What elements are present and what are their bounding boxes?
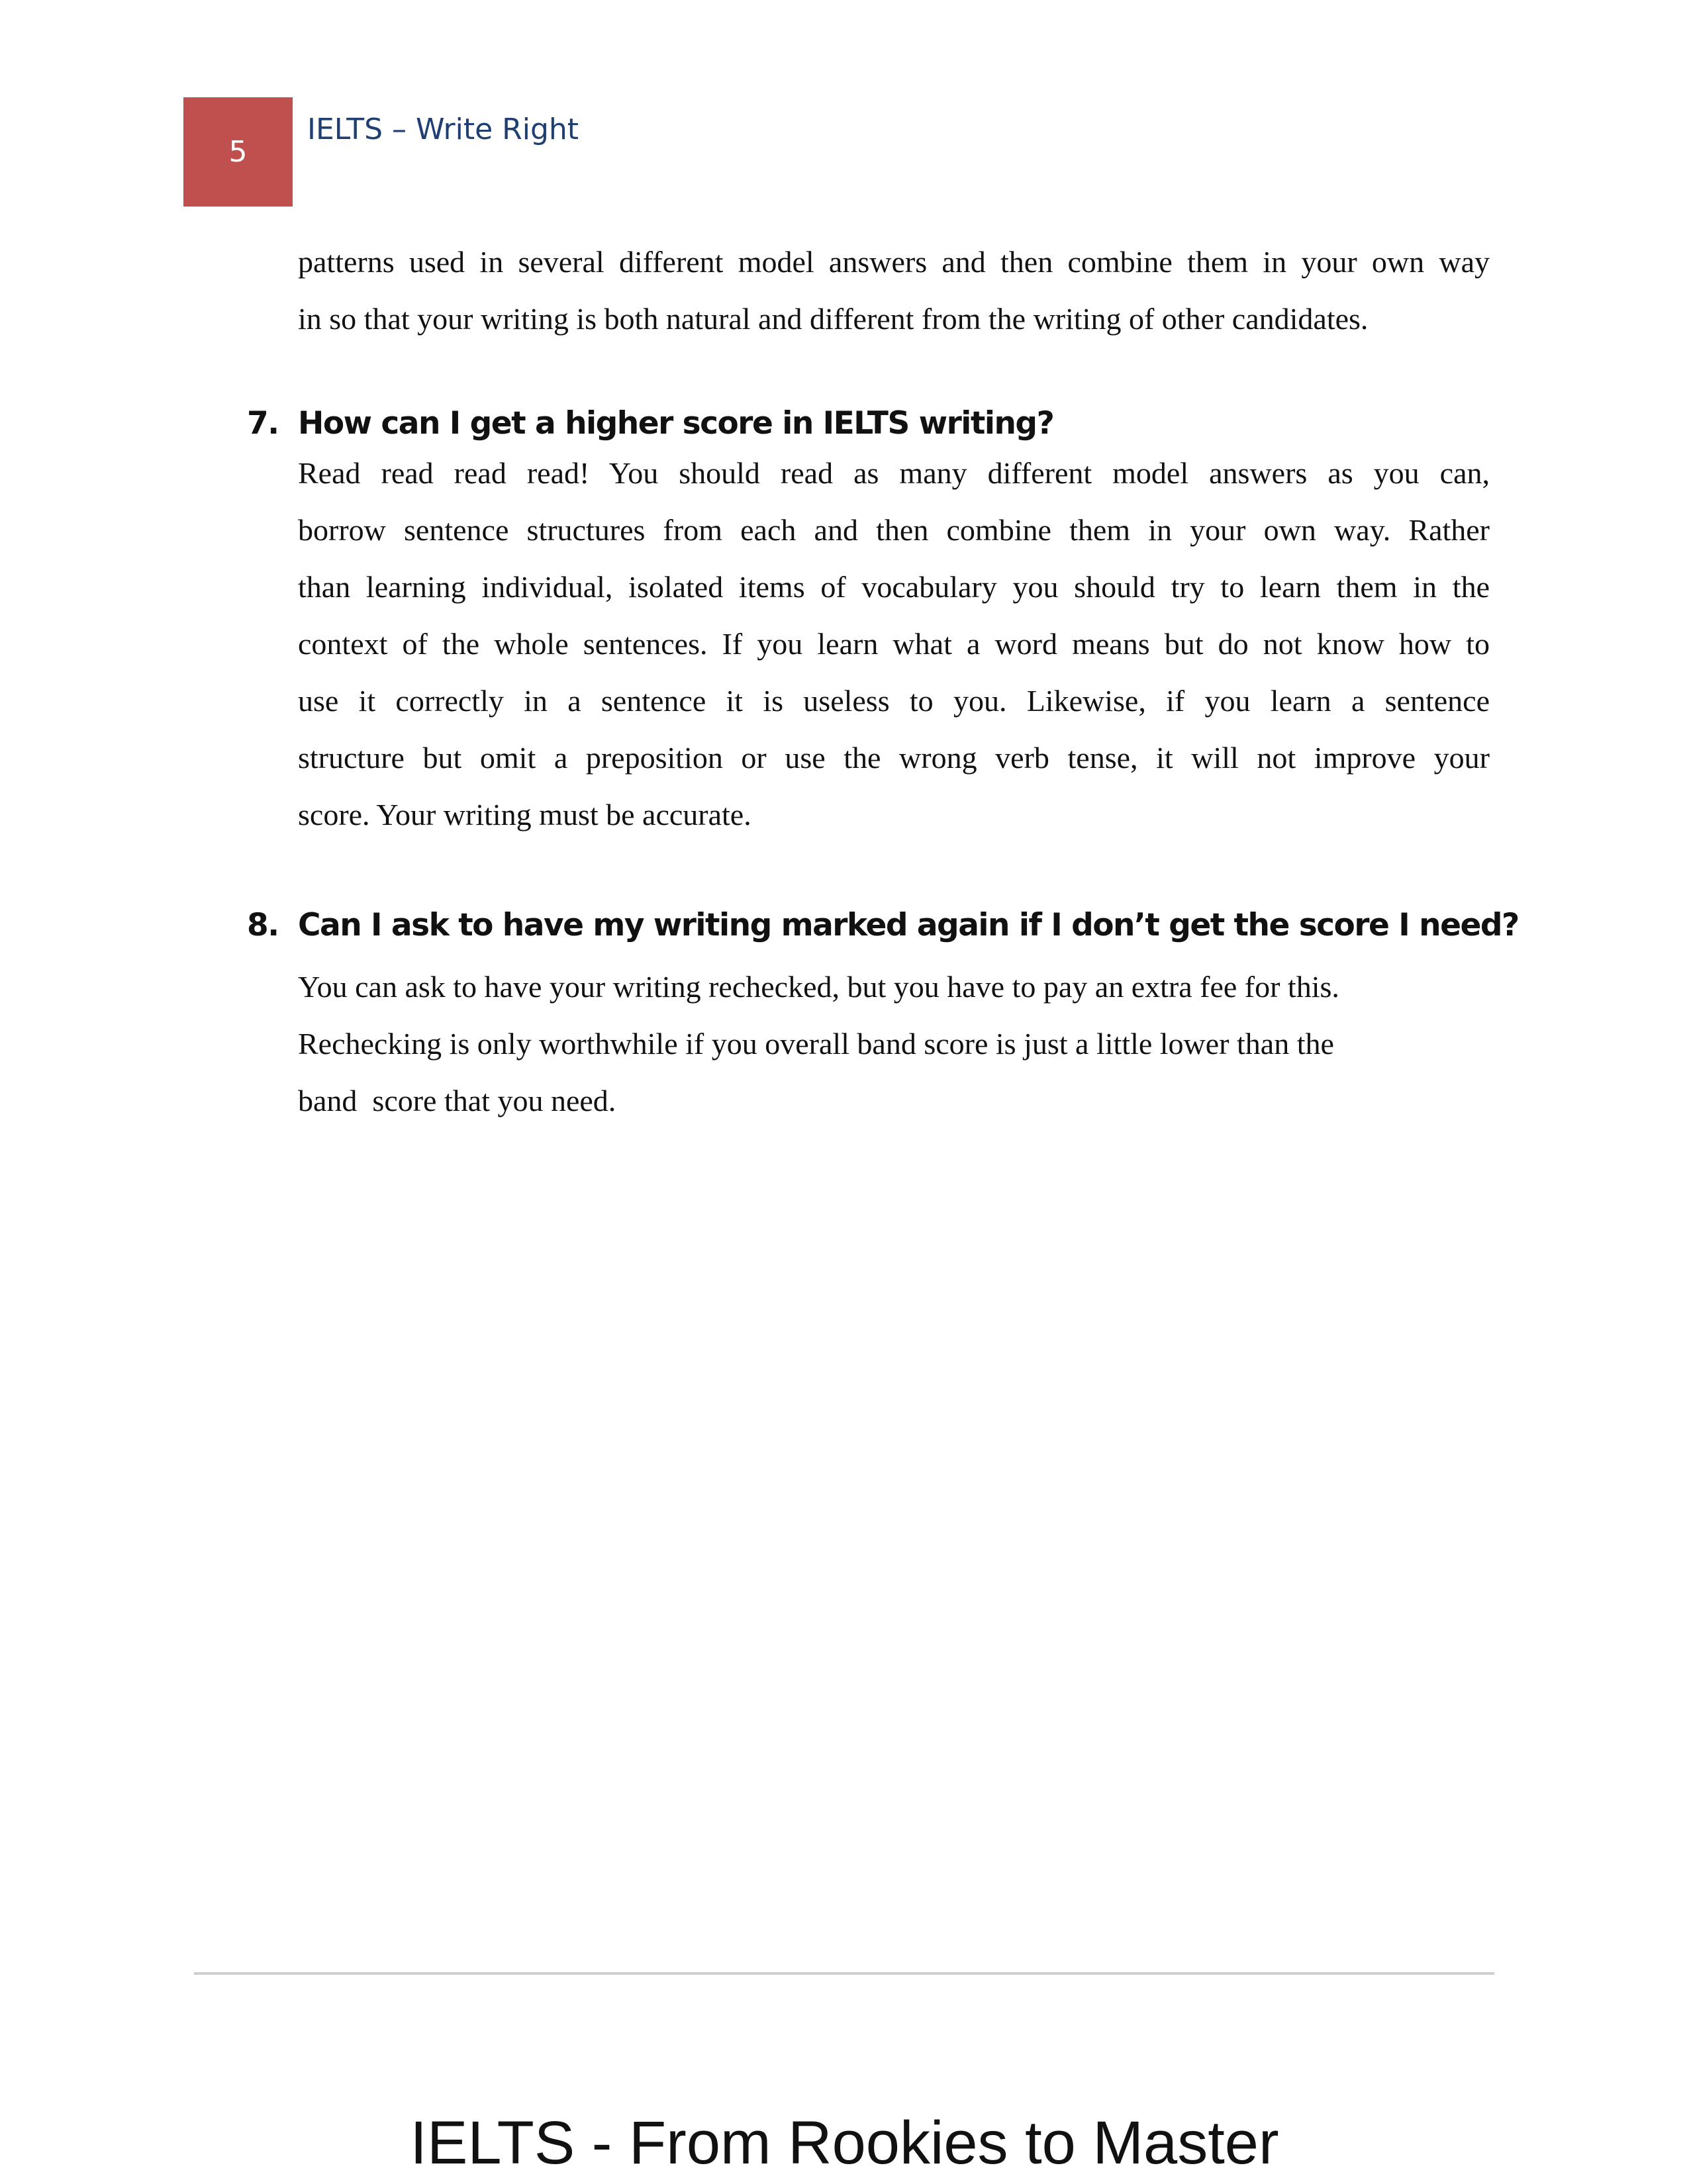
answer-line: Read read read read! You should read as many different model answers as you can, <box>298 456 1490 490</box>
page-number-badge <box>183 97 293 207</box>
intro-paragraph <box>298 234 1490 348</box>
question-text: How can I get a higher score in IELTS writing? <box>298 405 1054 442</box>
footer-watermark-text: IELTS - From Rookies to Master <box>410 2109 1279 2177</box>
intro-line: patterns used in several different model answers and then combine them in your own way <box>298 245 1490 279</box>
question-text: Can I ask to have my writing marked again if I don’t get the score I need? <box>298 907 1519 943</box>
answer-line: context of the whole sentences. If you learn what a word means but do not know how to <box>298 627 1490 661</box>
question-heading-8 <box>247 907 1519 943</box>
answer-paragraph-8 <box>298 959 1490 1129</box>
question-number: 8. <box>247 907 279 943</box>
page-number: 5 <box>228 135 248 169</box>
question-heading-7 <box>247 405 1053 442</box>
running-header-title: IELTS – Write Right <box>307 113 579 146</box>
answer-line: Rechecking is only worthwhile if you overall band score is just a little lower than the <box>298 1027 1334 1061</box>
intro-line: in so that your writing is both natural and different from the writing of other candidates. <box>298 302 1369 336</box>
answer-line: borrow sentence structures from each and then combine them in your own way. Rather <box>298 513 1490 547</box>
footer-divider <box>194 1972 1494 1975</box>
answer-line: You can ask to have your writing rechecked, but you have to pay an extra fee for this. <box>298 970 1339 1004</box>
question-number: 7. <box>247 405 279 442</box>
answer-line: band score that you need. <box>298 1084 616 1117</box>
answer-paragraph-7 <box>298 445 1490 843</box>
answer-line: than learning individual, isolated items of vocabulary you should try to learn them in the <box>298 570 1490 604</box>
answer-line: structure but omit a preposition or use the wrong verb tense, it will not improve your <box>298 741 1490 775</box>
answer-line: use it correctly in a sentence it is useless to you. Likewise, if you learn a sentence <box>298 684 1490 718</box>
answer-line: score. Your writing must be accurate. <box>298 798 751 831</box>
